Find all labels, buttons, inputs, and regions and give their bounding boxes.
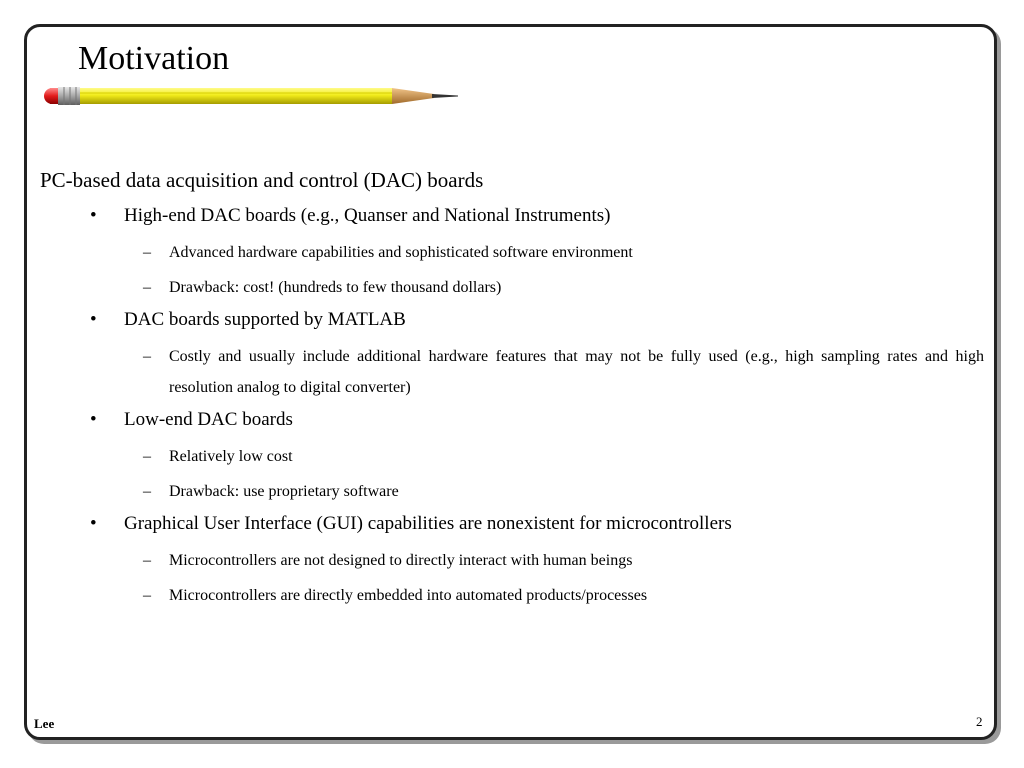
bullet-text: Low-end DAC boards bbox=[124, 409, 293, 430]
sub-bullet-item bbox=[40, 476, 984, 507]
bullet-text: DAC boards supported by MATLAB bbox=[124, 309, 406, 330]
bullet-icon: • bbox=[90, 409, 97, 430]
bullet-item bbox=[40, 307, 984, 333]
sub-bullet-item bbox=[40, 341, 984, 403]
dash-icon: – bbox=[143, 348, 151, 365]
bullet-icon: • bbox=[90, 205, 97, 226]
bullet-icon: • bbox=[90, 309, 97, 330]
sub-bullet-item bbox=[40, 580, 984, 611]
sub-bullet-text: Costly and usually include additional hardware features that may not be fully used (e.g., high sampling rates and high resolution analog to digital converter) bbox=[169, 348, 984, 396]
sub-bullet-text: Drawback: use proprietary software bbox=[169, 483, 399, 500]
dash-icon: – bbox=[143, 552, 151, 569]
sub-bullet-text: Drawback: cost! (hundreds to few thousand dollars) bbox=[169, 279, 502, 296]
sub-bullet-item bbox=[40, 545, 984, 576]
bullet-text: Graphical User Interface (GUI) capabilities are nonexistent for microcontrollers bbox=[124, 513, 732, 534]
sub-bullet-item bbox=[40, 441, 984, 472]
sub-bullet-text: Microcontrollers are not designed to directly interact with human beings bbox=[169, 552, 633, 569]
dash-icon: – bbox=[143, 587, 151, 604]
slide-title: Motivation bbox=[78, 40, 230, 77]
slide-content bbox=[40, 165, 984, 615]
bullet-item bbox=[40, 203, 984, 229]
heading: PC-based data acquisition and control (DAC) boards bbox=[40, 168, 484, 192]
pencil-icon bbox=[42, 84, 462, 110]
dash-icon: – bbox=[143, 279, 151, 296]
page-number: 2 bbox=[976, 714, 983, 729]
bullet-text: High-end DAC boards (e.g., Quanser and National Instruments) bbox=[124, 205, 611, 226]
bullet-item bbox=[40, 511, 984, 537]
bullet-item bbox=[40, 407, 984, 433]
sub-bullet-item bbox=[40, 272, 984, 303]
sub-bullet-text: Relatively low cost bbox=[169, 448, 293, 465]
sub-bullet-text: Advanced hardware capabilities and sophisticated software environment bbox=[169, 244, 633, 261]
dash-icon: – bbox=[143, 483, 151, 500]
sub-bullet-item bbox=[40, 237, 984, 268]
dash-icon: – bbox=[143, 244, 151, 261]
dash-icon: – bbox=[143, 448, 151, 465]
footer-author: Lee bbox=[34, 716, 55, 731]
bullet-icon: • bbox=[90, 513, 97, 534]
sub-bullet-text: Microcontrollers are directly embedded into automated products/processes bbox=[169, 587, 648, 604]
